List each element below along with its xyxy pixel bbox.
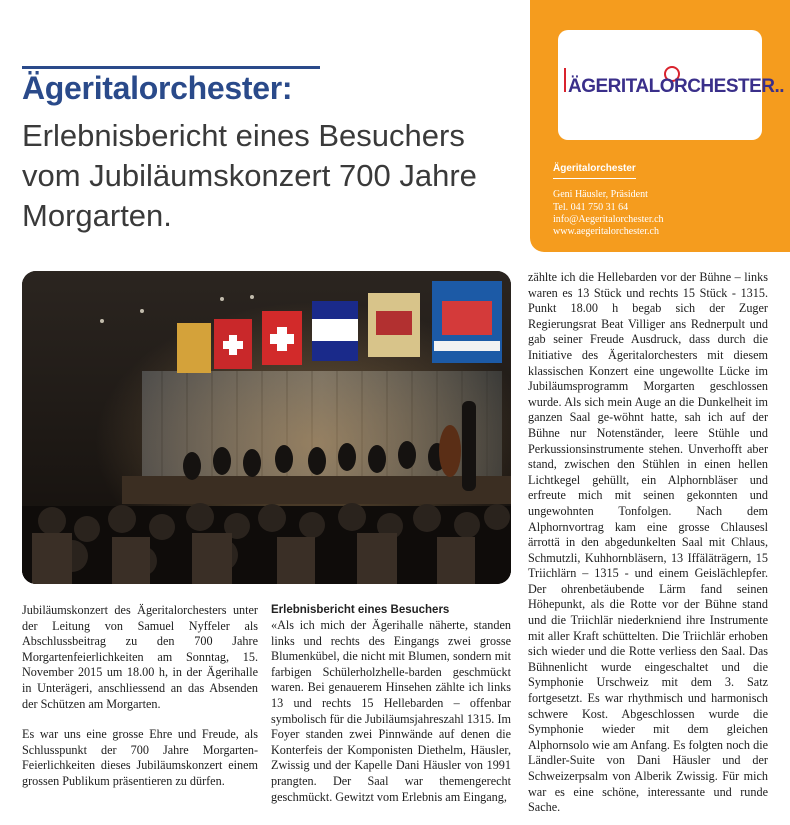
title-rule (22, 66, 320, 69)
contact-phone: Tel. 041 750 31 64 (553, 201, 629, 213)
article-kicker: Ägeritalorchester: (22, 70, 293, 106)
article-headline (22, 116, 522, 236)
concert-hall-image (22, 271, 511, 584)
orchestra-logo (558, 30, 785, 140)
logo-word-2: ORCHESTER.. (659, 76, 785, 97)
article-column-3 (528, 270, 768, 816)
headline-line-2: vom Jubiläumskonzert 700 Jahre (22, 158, 477, 193)
col1-paragraph-2: Es war uns eine grosse Ehre und Freude, als Schlusspunkt der 700 Jahre Morgarten-Feierlichkeiten dieses Jubiläumskonzert einem grossen Publikum präsentieren zu dürfen. (22, 727, 258, 788)
headline-line-1: Erlebnisbericht eines Besuchers (22, 118, 465, 153)
article-column-1 (22, 603, 258, 790)
col2-paragraph-1: «Als ich mich der Ägerihalle näherte, standen links und rechts des Eingangs zwei grosse Blumenkübel, die nicht mit Blumen, sondern mit farbigen Schülerholzhelle-barden geschmückt waren. Bei genauerem Hinsehen zählte ich links 13 und rechts 15 Hellebarden – offenbar symbolisch für die Jubiläumsjahreszahl 1315. Im Foyer standen zwei Pinnwände auf denen die Konterfeis der Komponisten Diethelm, Häusler, Zwissig und der Kapelle Dani Häusler von 1991 prangten. Der Saal war themengerecht geschmückt. Gewitzt vom Erlebnis am Eingang, (271, 618, 511, 804)
logo-mark (564, 68, 566, 92)
contact-website-link[interactable]: www.aegeritalorchester.ch (553, 226, 659, 238)
concert-photo (22, 271, 511, 584)
article-column-2 (271, 603, 511, 805)
contact-name: Geni Häusler, Präsident (553, 189, 648, 201)
org-name: Ägeritalorchester (553, 163, 636, 179)
contact-email-link[interactable]: info@Aegeritalorchester.ch (553, 213, 664, 225)
contact-block (553, 163, 664, 238)
logo-wordmark (568, 76, 784, 98)
col2-heading: Erlebnisbericht eines Besuchers (271, 604, 450, 616)
col3-paragraph-1: zählte ich die Hellebarden vor der Bühne – links waren es 13 Stück und rechts 15 Stück - 1315. Punkt 18.00 h begab sich der Zuger Regierungsrat Beat Villiger ans Rednerpult und gab seiner Freude Ausdruck, dass durch die Initiative des Ägeritalorchesters mit diesem klassischen Konzert eine ungewollte Lücke im Jubiläumsprogramm Morgarten geschlossen wurde. Als sich mein Auge an die Dunkelheit im ganzen Saal ge-wöhnt hatte, sah ich auf der Bühne nur Notenständer, leere Stühle und Perkussionsinstrumente stehen. Unverhofft aber stand, zwischen den Stühlen in einen hellen Lichtkegel gehüllt, ein Alphornbläser und erfreute mich mit seinen gekonnten und ungewohnten Tonfolgen. Nach dem Alphornvortrag kam eine grosse Chlausesl ärrottä in den abgedunkelten Saal mit Chlaus, Schmutzli, Kuhhornbläsern, 13 Iffäläträgern, 15 Triichlärn – 1315 - und einem Geislächlepfer. Der ohrenbetäubende Lärm fand seinen Höhepunkt, als die Rotte vor der Bühne stand und die Triichlär niederkniend ihre Instrumente mit aller Kraft schüttelten. Die Triichlär erhoben sich wieder und die Rotte verliess den Saal. Das Bühnenlicht wurde eingeschaltet und die Symphonie Urschweiz mit dem 3. Satz fortgesetzt. Es war rhythmisch und harmonisch schwere Kost. Abgeschlossen wurde die Symphonie wieder mit dem gleichen Alphornsolo wie am Anfang. Es folgten noch die Ländler-Suite von Dani Häusler und der Schweizerpsalm von Alberik Zwissig. Für mich war es eine schöne, interessante und runde Sache. (528, 270, 768, 815)
sidebar-box (530, 0, 790, 252)
headline-line-3: Morgarten. (22, 198, 172, 233)
logo-word-1: ÄGERITAL (568, 76, 660, 97)
col1-paragraph-1: Jubiläumskonzert des Ägeritalorchesters unter der Leitung von Samuel Nyffeler als Abschlussbeitrag zu den 700 Jahre Morgartenfeierlichkeiten am Sonntag, 15. November 2015 um 18.00 h, in der Ägerihalle in Unterägeri, anschliessend an das Absenden der Schützen am Morgarten. (22, 603, 258, 711)
